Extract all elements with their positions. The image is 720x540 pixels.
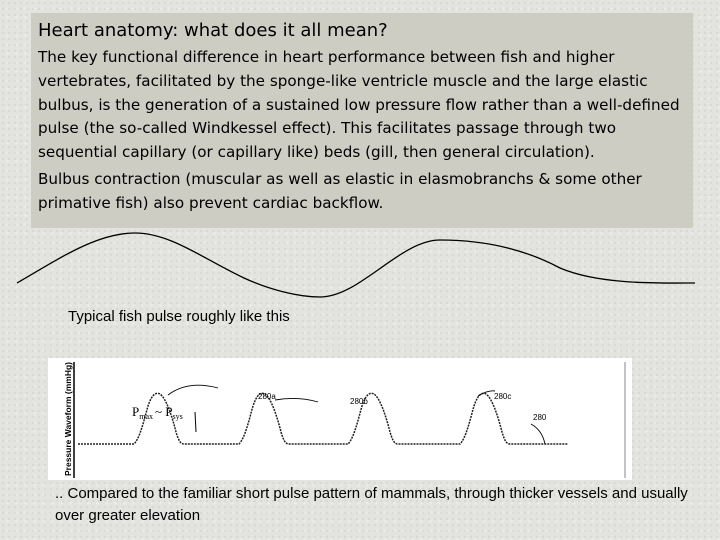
pmax-arrow bbox=[195, 412, 196, 432]
mammal-pulse-caption: .. Compared to the familiar short pulse pattern of mammals, through thicker vessels and usually over greater elevation bbox=[55, 485, 688, 524]
paragraph-bulbus: Bulbus contraction (muscular as well as elastic in elasmobranchs & some other primative fish) also prevent cardiac backflow. bbox=[38, 169, 642, 212]
paragraph-windkessel: The key functional difference in heart performance between fish and higher vertebrates, facilitated by the sponge-like ventricle muscle and the large elastic bulbus, is the generation of a sustained low pressure flow rather than a well-defined pulse (the so-called Windkessel effect). This facilitates passage through two sequential capillary (or capillary like) beds (gill, then general circulation). bbox=[38, 48, 680, 162]
mammal-pulse-figure bbox=[48, 358, 632, 480]
fish-pulse-caption: Typical fish pulse roughly like this bbox=[68, 308, 290, 325]
label-280: 280 bbox=[533, 413, 547, 422]
leader-280b bbox=[275, 398, 318, 402]
leader-280a bbox=[168, 385, 218, 395]
sine-wave-line bbox=[17, 233, 695, 297]
slide-title: Heart anatomy: what does it all mean? bbox=[38, 20, 388, 41]
label-280a: 280a bbox=[258, 392, 276, 401]
label-280c: 280c bbox=[494, 392, 512, 401]
label-280b: 280b bbox=[350, 397, 368, 406]
pmax-annotation: $P_{max}$ ~ $P_{sys}$ bbox=[132, 404, 183, 421]
y-axis-label: Pressure Waveform (mmHg) bbox=[63, 362, 73, 476]
leader-280 bbox=[531, 424, 545, 444]
